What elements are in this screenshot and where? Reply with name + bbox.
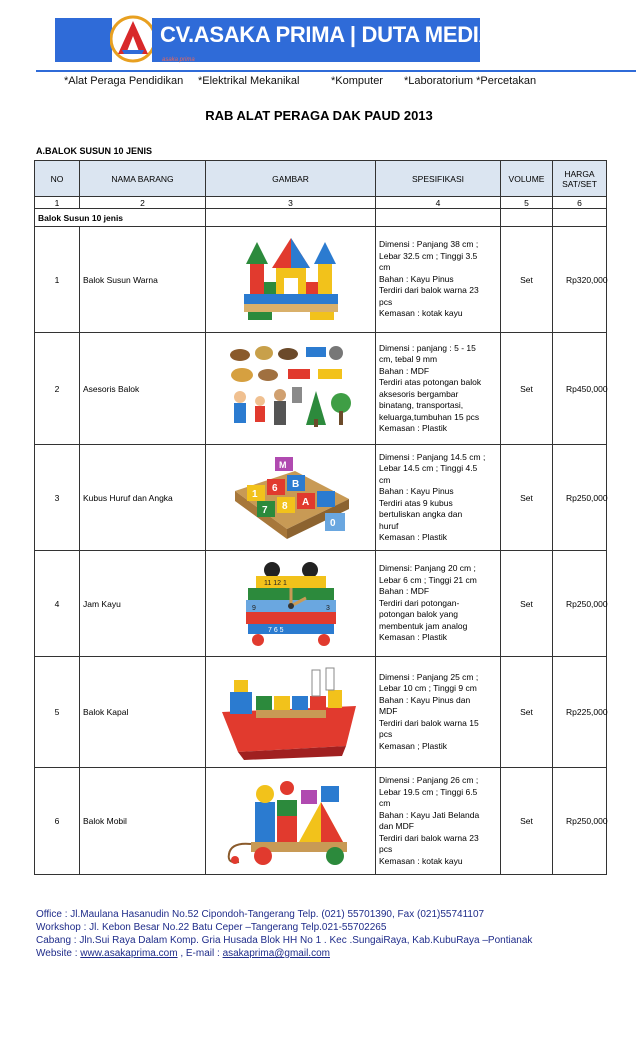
row-name: Balok Kapal [80, 657, 206, 768]
row-volume: Set [501, 333, 553, 445]
svg-text:8: 8 [281, 500, 288, 512]
svg-text:6: 6 [271, 482, 278, 494]
wooden-clock-image [236, 558, 346, 650]
row-price [553, 768, 607, 875]
spec-line: MDF [379, 706, 398, 717]
table-row [35, 333, 607, 445]
row-price [553, 445, 607, 551]
col-header-no: NO [35, 161, 80, 197]
group-label: Balok Susun 10 jenis [35, 209, 206, 227]
spec-line: Dimensi : Panjang 25 cm ; [379, 671, 479, 682]
spec-line: Dimensi : Panjang 26 cm ; [379, 775, 479, 785]
table-row [35, 227, 607, 333]
col-header-name: NAMA BARANG [80, 161, 206, 197]
spec-line: Kemasan : Plastik [379, 632, 448, 643]
svg-text:0: 0 [329, 517, 336, 529]
spec-line: pcs [379, 729, 393, 740]
spec-line: Lebar 19.5 cm ; Tinggi 6.5 [379, 786, 478, 797]
table-row [35, 768, 607, 875]
footer-cabang: Cabang : Jln.Sui Raya Dalam Komp. Gria Husada Blok HH No 1 . Kec .SungaiRaya, Kab.KubuRaya –Pontianak [36, 935, 533, 946]
row-spec [376, 227, 501, 333]
row-volume: Set [501, 768, 553, 875]
spec-line: dan MDF [379, 821, 414, 831]
price-value: 250,000 [576, 492, 608, 503]
spec-line: Kemasan : kotak kayu [379, 308, 463, 319]
row-spec [376, 551, 501, 657]
svg-text:11 12 1: 11 12 1 [263, 579, 287, 587]
tagline-1: *Alat Peraga Pendidikan [64, 75, 184, 87]
row-no: 5 [35, 657, 80, 768]
document-title: RAB ALAT PERAGA DAK PAUD 2013 [205, 108, 433, 123]
svg-text:7: 7 [261, 504, 268, 516]
svg-text:9: 9 [251, 604, 256, 612]
column-number-row [35, 197, 607, 209]
col-header-image: GAMBAR [206, 161, 376, 197]
block-cart-image [221, 772, 361, 870]
price-value: 225,000 [576, 707, 608, 717]
website-link[interactable]: www.asakaprima.com [80, 948, 178, 959]
col-number: 2 [80, 197, 206, 209]
spec-line: Lebar 32.5 cm ; Tinggi 3.5 [379, 250, 478, 261]
spec-line: Terdiri dari potongan- [379, 597, 460, 608]
tagline-4: *Laboratorium *Percetakan [404, 75, 537, 87]
col-number: 5 [501, 197, 553, 209]
footer-contact [36, 908, 532, 960]
colored-block-castle-image [236, 234, 346, 326]
row-no: 6 [35, 768, 80, 875]
group-empty-cell [206, 209, 376, 227]
row-no: 3 [35, 445, 80, 551]
spec-line: pcs [379, 844, 393, 854]
price-value: 450,000 [576, 383, 608, 394]
spec-line: binatang, transportasi, [379, 400, 464, 410]
table-row [35, 551, 607, 657]
col-number: 4 [376, 197, 501, 209]
items-table [34, 160, 607, 875]
row-image [206, 657, 376, 768]
price-value: 250,000 [576, 816, 608, 826]
row-volume: Set [501, 227, 553, 333]
row-volume: Set [501, 445, 553, 551]
spec-line: bertuliskan angka dan [379, 509, 463, 519]
group-empty-cell [501, 209, 553, 227]
spec-line: Bahan : Kayu Pinus [379, 486, 454, 496]
row-image [206, 551, 376, 657]
spec-line: Terdiri atas potongan balok [379, 377, 482, 387]
svg-text:A: A [301, 496, 309, 508]
email-label: , E-mail : [177, 948, 223, 959]
row-image [206, 333, 376, 445]
spec-line: cm, tebal 9 mm [379, 354, 438, 364]
header-divider [36, 70, 636, 72]
spec-line: Dimensi : Panjang 38 cm ; [379, 239, 479, 250]
col-number: 6 [553, 197, 607, 209]
spec-line: Bahan : Kayu Jati Belanda [379, 809, 480, 820]
company-logo-icon [110, 14, 156, 64]
svg-text:M: M [278, 459, 286, 470]
spec-line: Lebar 10 cm ; Tinggi 9 cm [379, 683, 477, 694]
row-spec [376, 768, 501, 875]
svg-text:7 6 5: 7 6 5 [267, 626, 284, 634]
logo-caption: asaka prima [162, 57, 195, 63]
col-header-volume: VOLUME [501, 161, 553, 197]
col-number: 1 [35, 197, 80, 209]
spec-line: Terdiri dari balok warna 23 [379, 285, 479, 296]
block-ship-image [216, 662, 366, 762]
tagline-2: *Elektrikal Mekanikal [198, 75, 300, 87]
row-name: Kubus Huruf dan Angka [80, 445, 206, 551]
table-header-row [35, 161, 607, 197]
currency: Rp [566, 598, 577, 609]
spec-line: cm [379, 262, 391, 273]
spec-line: Terdiri dari balok warna 15 [379, 717, 479, 728]
price-value: 320,000 [576, 274, 608, 285]
svg-text:1: 1 [251, 488, 258, 500]
spec-line: Terdiri dari balok warna 23 [379, 832, 479, 843]
row-spec [376, 657, 501, 768]
spec-line: Bahan : MDF [379, 586, 430, 597]
row-name: Asesoris Balok [80, 333, 206, 445]
col-number: 3 [206, 197, 376, 209]
letterhead [0, 0, 638, 87]
row-price [553, 333, 607, 445]
header-banner-left [55, 18, 112, 62]
svg-text:3: 3 [325, 604, 330, 612]
spec-line: membentuk jam analog [379, 620, 468, 631]
currency: Rp [566, 492, 577, 503]
spec-line: Dimensi : panjang : 5 - 15 [379, 342, 476, 353]
group-row [35, 209, 607, 227]
row-volume: Set [501, 657, 553, 768]
footer-workshop: Workshop : Jl. Kebon Besar No.22 Batu Ceper –Tangerang Telp.021-55702265 [36, 922, 387, 933]
row-name: Jam Kayu [80, 551, 206, 657]
company-name: CV.ASAKA PRIMA | DUTA MEDIA GROUP [160, 22, 579, 47]
row-image [206, 445, 376, 551]
spec-line: Dimensi: Panjang 20 cm ; [379, 563, 476, 574]
spec-line: pcs [379, 296, 393, 307]
group-empty-cell [553, 209, 607, 227]
spec-line: huruf [379, 520, 399, 531]
spec-line: Terdiri atas 9 kubus [379, 497, 453, 508]
spec-line: Kemasan : Plastik [379, 532, 448, 542]
group-empty-cell [376, 209, 501, 227]
row-price [553, 657, 607, 768]
row-image [206, 768, 376, 875]
table-row [35, 445, 607, 551]
spec-line: Kemasan ; Plastik [379, 740, 448, 751]
spec-line: Lebar 6 cm ; Tinggi 21 cm [379, 574, 477, 585]
letter-number-cubes-image [225, 451, 357, 545]
row-no: 4 [35, 551, 80, 657]
col-header-price: HARGA SAT/SET [553, 161, 607, 197]
spec-line: aksesoris bergambar [379, 388, 459, 399]
price-value: 250,000 [576, 598, 608, 609]
spec-line: Bahan : MDF [379, 365, 430, 376]
spec-line: Bahan : Kayu Pinus [379, 273, 454, 284]
tagline-3: *Komputer [331, 75, 383, 87]
spec-line: cm [379, 474, 391, 485]
svg-text:B: B [291, 478, 299, 490]
email-link[interactable]: asakaprima@gmail.com [222, 948, 330, 959]
spec-line: Lebar 14.5 cm ; Tinggi 4.5 [379, 463, 478, 473]
col-header-spec: SPESIFIKASI [376, 161, 501, 197]
currency: Rp [566, 383, 577, 394]
row-name: Balok Susun Warna [80, 227, 206, 333]
row-price [553, 227, 607, 333]
spec-line: Bahan : Kayu Pinus dan [379, 694, 471, 705]
row-no: 2 [35, 333, 80, 445]
row-spec [376, 333, 501, 445]
website-label: Website : [36, 948, 81, 959]
currency: Rp [566, 816, 577, 826]
footer-office: Office : Jl.Maulana Hasanudin No.52 Cipondoh-Tangerang Telp. (021) 55701390, Fax (021)55741107 [36, 909, 485, 920]
spec-line: Dimensi : Panjang 14.5 cm ; [379, 451, 486, 462]
spec-line: Kemasan : kotak kayu [379, 855, 463, 866]
row-image [206, 227, 376, 333]
table-row [35, 657, 607, 768]
section-title: A.BALOK SUSUN 10 JENIS [36, 146, 153, 156]
animal-vehicle-cutouts-image [226, 341, 356, 437]
currency: Rp [566, 274, 577, 285]
row-volume: Set [501, 551, 553, 657]
spec-line: potongan balok yang [379, 609, 458, 620]
row-price [553, 551, 607, 657]
currency: Rp [566, 707, 577, 717]
row-name: Balok Mobil [80, 768, 206, 875]
spec-line: Kemasan : Plastik [379, 423, 448, 433]
footer-web-line [36, 947, 532, 960]
row-no: 1 [35, 227, 80, 333]
row-spec [376, 445, 501, 551]
spec-line: keluarga,tumbuhan 15 pcs [379, 411, 480, 422]
spec-line: cm [379, 798, 391, 808]
